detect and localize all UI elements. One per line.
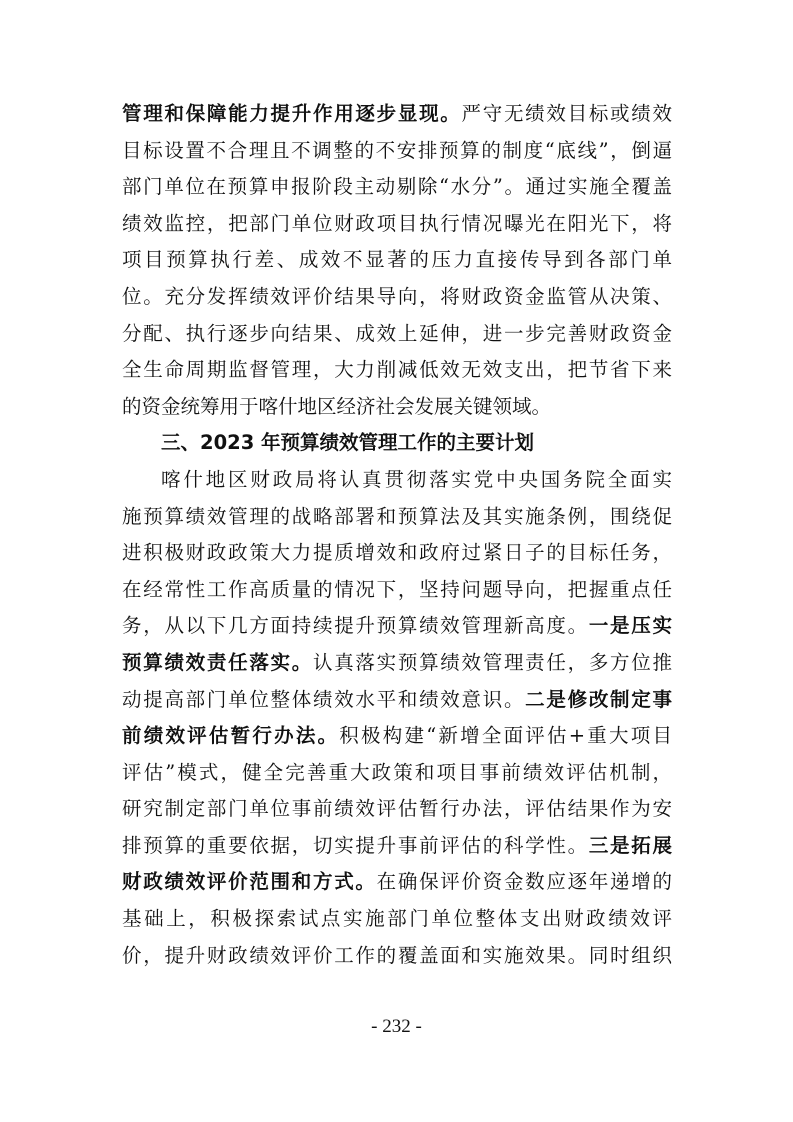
text-segment: 积极构建“新增全面评估+重大项目 — [339, 724, 672, 748]
text-segment: 认真落实预算绩效管理责任，多方位推 — [312, 650, 672, 674]
text-line: 喀什地区财政局将认真贯彻落实党中央国务院全面实 — [161, 467, 672, 491]
text-line: 部门单位在预算申报阶段主动剔除“水分”。通过实施全覆盖 — [122, 175, 672, 199]
text-line — [122, 828, 672, 865]
bold-phrase: 管理和保障能力提升作用逐步显现。 — [122, 102, 462, 125]
section-heading: 三、2023 年预算绩效管理工作的主要计划 — [161, 431, 535, 455]
text-line — [122, 718, 672, 755]
text-line: 分配、执行逐步向结果、成效上延伸，进一步完善财政资金 — [122, 321, 672, 345]
text-segment: 在确保评价资金数应逐年递增的 — [376, 870, 672, 894]
bold-phrase: 前绩效评估暂行办法。 — [122, 724, 340, 748]
text-segment: 严守无绩效目标或绩效 — [461, 102, 672, 125]
text-line: 基础上，积极探索试点实施部门单位整体支出财政绩效评 — [122, 907, 672, 931]
document-body — [122, 96, 672, 974]
bold-phrase: 三是拓展 — [588, 833, 672, 857]
text-line — [122, 96, 672, 133]
text-line: 的资金统筹用于喀什地区经济社会发展关键领域。 — [122, 394, 552, 418]
bold-phrase: 一是压实 — [588, 614, 672, 638]
text-line: 全生命周期监督管理，大力削减低效无效支出，把节省下来 — [122, 358, 672, 382]
bold-phrase: 预算绩效责任落实。 — [122, 650, 313, 674]
text-segment: 排预算的重要依据，切实提升事前评估的科学性。 — [122, 833, 589, 857]
text-line: 评估”模式，健全完善重大政策和项目事前绩效评估机制， — [122, 760, 672, 784]
text-line: 位。充分发挥绩效评价结果导向，将财政资金监管从决策、 — [122, 284, 672, 308]
text-line — [122, 645, 672, 682]
text-segment: 务，从以下几方面持续提升预算绩效管理新高度。 — [122, 614, 589, 638]
page-number: - 232 - — [371, 1016, 422, 1037]
text-line: 施预算绩效管理的战略部署和预算法及其实施条例，围绕促 — [122, 504, 672, 528]
text-line: 在经常性工作高质量的情况下，坚持问题导向，把握重点任 — [122, 577, 672, 601]
text-line — [122, 682, 672, 719]
text-segment: 动提高部门单位整体绩效水平和绩效意识。 — [122, 687, 526, 711]
text-line: 研究制定部门单位事前绩效评估暂行办法，评估结果作为安 — [122, 797, 672, 821]
text-line: 绩效监控，把部门单位财政项目执行情况曝光在阳光下，将 — [122, 211, 672, 235]
text-line: 价，提升财政绩效评价工作的覆盖面和实施效果。同时组织 — [122, 943, 672, 967]
bold-phrase: 财政绩效评价范围和方式。 — [122, 870, 377, 894]
text-line: 项目预算执行差、成效不显著的压力直接传导到各部门单 — [122, 248, 672, 272]
text-line — [122, 864, 672, 901]
text-line: 进积极财政政策大力提质增效和政府过紧日子的目标任务， — [122, 541, 672, 565]
text-line: 目标设置不合理且不调整的不安排预算的制度“底线”，倒逼 — [122, 138, 672, 162]
text-line — [122, 608, 672, 645]
bold-phrase: 二是修改制定事 — [525, 687, 672, 711]
